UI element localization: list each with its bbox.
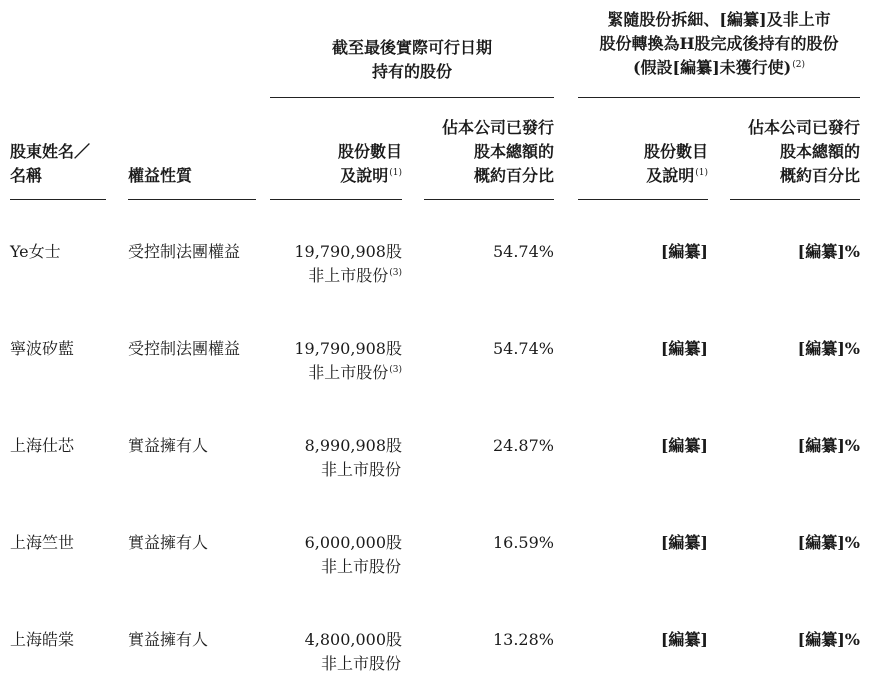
share-description-wrap	[270, 361, 402, 385]
share-description-wrap	[270, 652, 402, 676]
share-description: 非上市股份	[320, 460, 401, 479]
percentage-after: [編纂]%	[797, 242, 860, 261]
share-count-after: [編纂]	[660, 533, 708, 552]
interest-nature: 實益擁有人	[128, 436, 209, 455]
group-header-after-line3	[578, 56, 860, 80]
share-count-after: [編纂]	[660, 339, 708, 358]
percentage-current: 13.28%	[492, 630, 554, 649]
percentage-current: 54.74%	[492, 339, 554, 358]
col-header-shares-current	[270, 140, 402, 188]
shareholder-name: 上海竺世	[10, 533, 75, 552]
share-description: 非上市股份	[308, 266, 389, 285]
share-count: 8,990,908股	[304, 436, 402, 455]
interest-nature: 實益擁有人	[128, 630, 209, 649]
share-count-after: [編纂]	[660, 242, 708, 261]
col-header-pct-current-line3: 概約百分比	[473, 166, 554, 185]
group-header-current-line1: 截至最後實際可行日期	[331, 38, 492, 57]
group-header-after	[578, 8, 860, 80]
col-header-pct-current-rule	[424, 199, 554, 200]
share-description: 非上市股份	[320, 654, 401, 673]
share-description: 非上市股份	[308, 363, 389, 382]
group-header-after-line1: 緊隨股份拆細、[編纂]及非上市	[607, 10, 831, 29]
group-header-after-rule	[578, 97, 860, 98]
group-header-current	[270, 36, 554, 84]
percentage-after: [編纂]%	[797, 436, 860, 455]
share-description-wrap	[270, 555, 402, 579]
col-header-pct-after	[730, 116, 860, 188]
footnote-2-marker: (2)	[792, 59, 806, 70]
col-header-shares-after-line2-wrap	[578, 164, 708, 188]
share-count: 19,790,908股	[294, 242, 402, 261]
share-description-wrap	[270, 458, 402, 482]
share-count-cell	[270, 434, 402, 482]
col-header-pct-after-line1: 佔本公司已發行	[747, 118, 860, 137]
col-header-pct-current-line2: 股本總額的	[473, 142, 554, 161]
col-header-name-line1: 股東姓名／	[10, 142, 91, 161]
shareholder-name: 上海皓棠	[10, 630, 75, 649]
share-count-after: [編纂]	[660, 436, 708, 455]
col-header-shares-after-line2: 及說明	[646, 166, 695, 185]
percentage-current: 54.74%	[492, 242, 554, 261]
share-count: 19,790,908股	[294, 339, 402, 358]
footnote-3-marker: (3)	[389, 267, 402, 278]
col-header-nature-rule	[128, 199, 256, 200]
share-count-after: [編纂]	[660, 630, 708, 649]
col-header-pct-current	[424, 116, 554, 188]
col-header-shares-after-rule	[578, 199, 708, 200]
col-header-pct-after-rule	[730, 199, 860, 200]
share-count-cell	[270, 628, 402, 676]
share-count-cell	[270, 337, 402, 385]
footnote-1-marker-2: (1)	[695, 167, 708, 178]
col-header-shares-current-line1: 股份數目	[337, 142, 402, 161]
percentage-after: [編纂]%	[797, 533, 860, 552]
col-header-nature: 權益性質	[128, 166, 193, 185]
share-description-wrap	[270, 264, 402, 288]
col-header-shares-after-line1: 股份數目	[643, 142, 708, 161]
interest-nature: 受控制法團權益	[128, 339, 241, 358]
col-header-name	[10, 140, 90, 188]
col-header-pct-after-line3: 概約百分比	[779, 166, 860, 185]
footnote-3-marker: (3)	[389, 364, 402, 375]
interest-nature: 實益擁有人	[128, 533, 209, 552]
col-header-pct-after-line2: 股本總額的	[779, 142, 860, 161]
percentage-after: [編纂]%	[797, 339, 860, 358]
col-header-shares-current-line2: 及說明	[340, 166, 389, 185]
shareholder-name: Ye女士	[10, 242, 61, 261]
share-count-cell	[270, 240, 402, 288]
shareholder-name: 上海仕芯	[10, 436, 75, 455]
group-header-after-line2: 股份轉換為H股完成後持有的股份	[599, 34, 839, 53]
group-header-after-line3-text: (假設[編纂]未獲行使)	[632, 58, 792, 77]
share-count: 6,000,000股	[304, 533, 402, 552]
col-header-shares-current-line2-wrap	[270, 164, 402, 188]
col-header-shares-current-rule	[270, 199, 402, 200]
col-header-name-rule	[10, 199, 106, 200]
col-header-name-line2: 名稱	[10, 166, 43, 185]
col-header-pct-current-line1: 佔本公司已發行	[441, 118, 554, 137]
percentage-current: 24.87%	[492, 436, 554, 455]
share-description: 非上市股份	[320, 557, 401, 576]
interest-nature: 受控制法團權益	[128, 242, 241, 261]
group-header-current-rule	[270, 97, 554, 98]
share-count: 4,800,000股	[304, 630, 402, 649]
group-header-current-line2: 持有的股份	[371, 62, 452, 81]
shareholder-name: 寧波矽藍	[10, 339, 75, 358]
percentage-current: 16.59%	[492, 533, 554, 552]
share-count-cell	[270, 531, 402, 579]
footnote-1-marker: (1)	[389, 167, 402, 178]
percentage-after: [編纂]%	[797, 630, 860, 649]
col-header-shares-after	[578, 140, 708, 188]
